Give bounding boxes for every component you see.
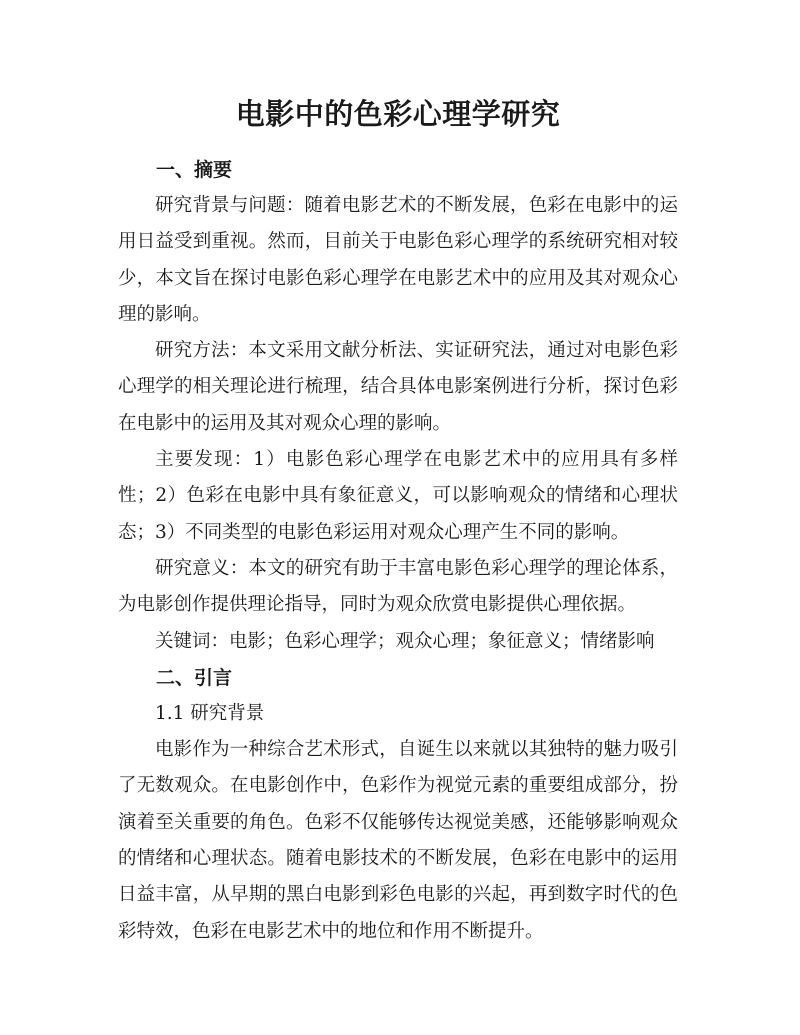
abstract-significance-paragraph: 研究意义：本文的研究有助于丰富电影色彩心理学的理论体系，为电影创作提供理论指导，同时为观众欣赏电影提供心理依据。 <box>118 557 678 616</box>
section-heading-introduction: 二、引言 <box>156 666 233 689</box>
paper-title: 电影中的色彩心理学研究 <box>235 97 561 131</box>
abstract-method-paragraph: 研究方法：本文采用文献分析法、实证研究法，通过对电影色彩心理学的相关理论进行梳理，结合具体电影案例进行分析，探讨色彩在电影中的运用及其对观众心理的影响。 <box>118 340 678 434</box>
abstract-findings-paragraph: 主要发现：1）电影色彩心理学在电影艺术中的应用具有多样性；2）色彩在电影中具有象征意义，可以影响观众的情绪和心理状态；3）不同类型的电影色彩运用对观众心理产生不同的影响。 <box>118 449 678 543</box>
abstract-background-paragraph: 研究背景与问题：随着电影艺术的不断发展，色彩在电影中的运用日益受到重视。然而，目前关于电影色彩心理学的系统研究相对较少，本文旨在探讨电影色彩心理学在电影艺术中的应用及其对观众心理的影响。 <box>118 195 678 325</box>
introduction-paragraph: 电影作为一种综合艺术形式，自诞生以来就以其独特的魅力吸引了无数观众。在电影创作中，色彩作为视觉元素的重要组成部分，扮演着至关重要的角色。色彩不仅能够传达视觉美感，还能够影响观众的情绪和心理状态。随着电影技术的不断发展，色彩在电影中的运用日益丰富，从早期的黑白电影到彩色电影的兴起，再到数字时代的色彩特效，色彩在电影艺术中的地位和作用不断提升。 <box>118 739 678 942</box>
section-heading-abstract: 一、摘要 <box>156 159 233 181</box>
subsection-heading-research-background: 1.1 研究背景 <box>155 702 265 724</box>
keywords-line: 关键词：电影；色彩心理学；观众心理；象征意义；情绪影响 <box>155 630 655 652</box>
